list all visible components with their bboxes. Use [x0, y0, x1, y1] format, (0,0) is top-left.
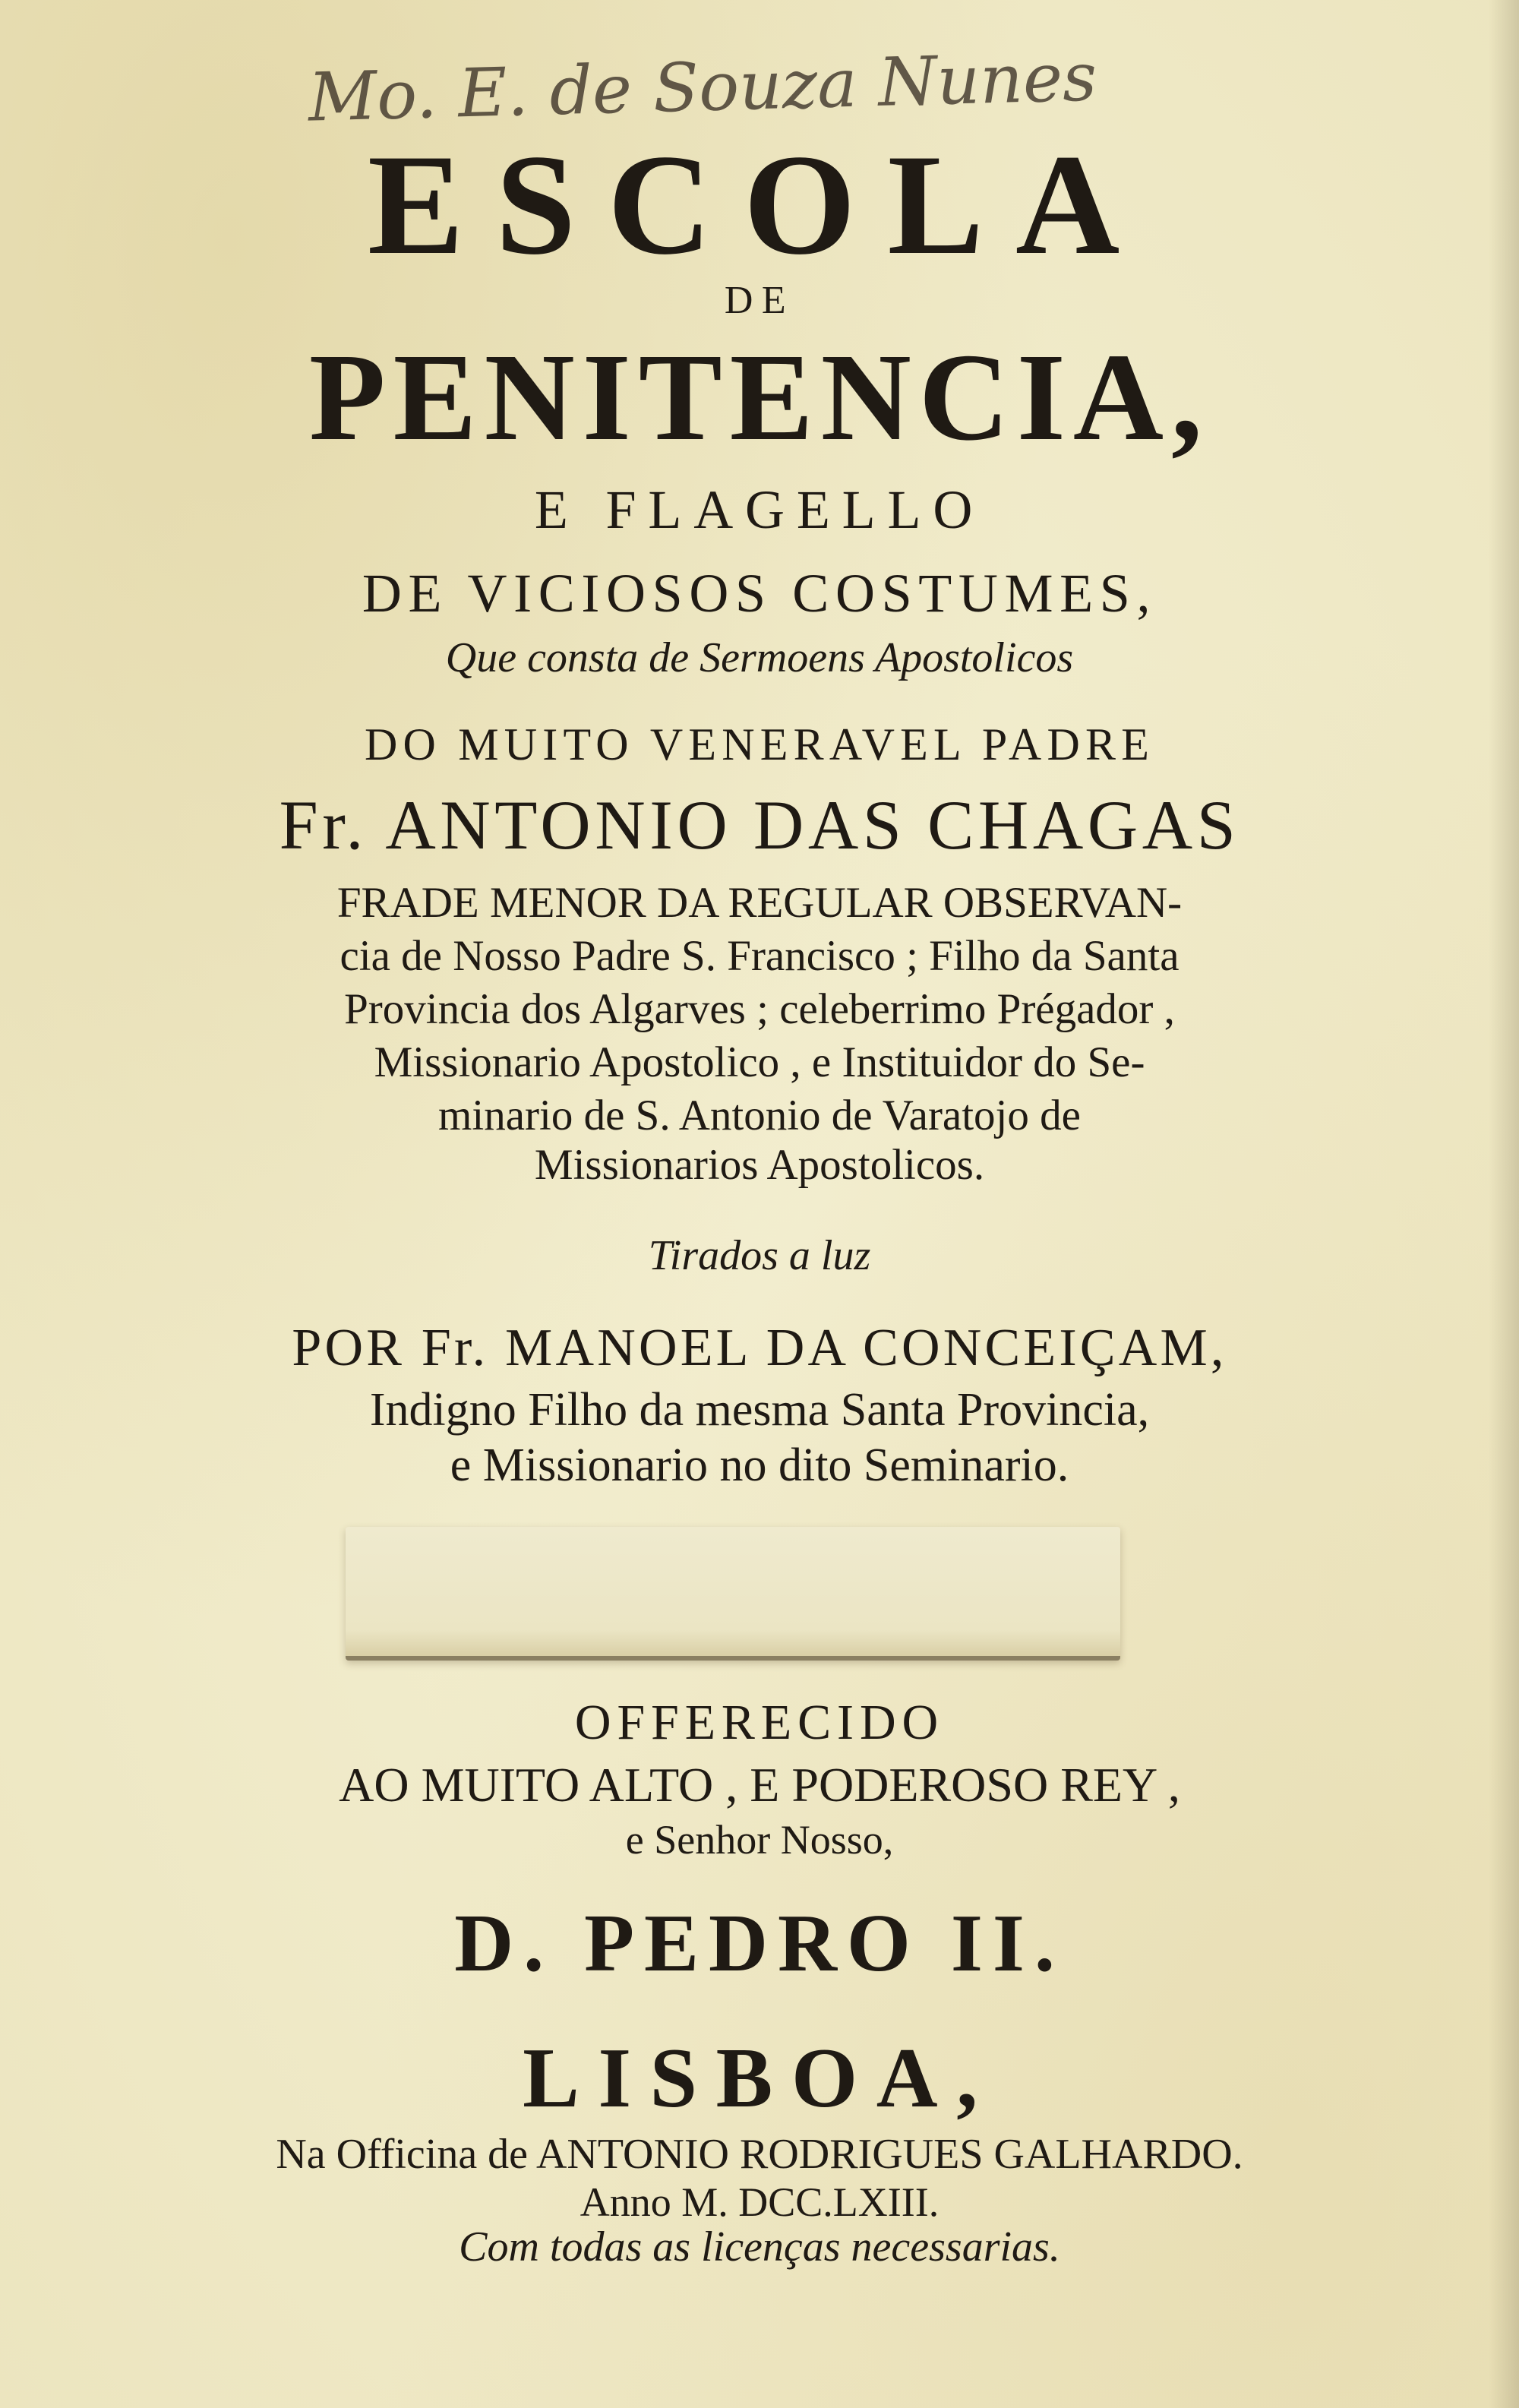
author-desc-line-1: FRADE MENOR DA REGULAR OBSERVAN- — [336, 879, 1183, 927]
title-line-escola: ESCOLA — [367, 125, 1152, 285]
title-line-flagello: E FLAGELLO — [534, 479, 985, 540]
paper-repair-patch — [346, 1527, 1120, 1661]
author-name: Fr. ANTONIO DAS CHAGAS — [279, 786, 1240, 864]
dedication-offerecido: OFFERECIDO — [574, 1695, 945, 1750]
imprint-license: Com todas as licenças necessarias. — [459, 2223, 1060, 2271]
author-desc-line-6: Missionarios Apostolicos. — [534, 1141, 985, 1189]
page-edge-shadow — [1489, 0, 1519, 2408]
title-line-de: DE — [724, 279, 795, 322]
author-desc-line-5: minario de S. Antonio de Varatojo de — [438, 1092, 1081, 1139]
dedication-rey: AO MUITO ALTO , E PODEROSO REY , — [339, 1758, 1180, 1812]
author-desc-line-3: Provincia dos Algarves ; celeberrimo Prégador , — [344, 985, 1175, 1033]
editor-name: POR Fr. MANOEL DA CONCEIÇAM, — [292, 1319, 1227, 1377]
author-desc-line-4: Missionario Apostolico , e Instituidor do Se- — [374, 1038, 1145, 1086]
imprint-year: Anno M. DCC.LXIII. — [579, 2179, 940, 2225]
title-line-penitencia: PENITENCIA, — [308, 327, 1211, 466]
signature-text: Mo. E. de Souza Nunes — [307, 37, 1098, 137]
editor-desc-line-1: Indigno Filho da mesma Santa Provincia, — [369, 1384, 1150, 1436]
title-line-costumes: DE VICIOSOS COSTUMES, — [362, 563, 1157, 624]
subtitle-sermoens: Que consta de Sermoens Apostolicos — [445, 634, 1074, 681]
author-desc-line-2: cia de Nosso Padre S. Francisco ; Filho da Santa — [339, 932, 1180, 980]
imprint-printer: Na Officina de ANTONIO RODRIGUES GALHARDO. — [276, 2131, 1243, 2178]
author-intro: DO MUITO VENERAVEL PADRE — [364, 719, 1155, 769]
editor-intro: Tirados a luz — [648, 1232, 871, 1279]
imprint-city: LISBOA, — [523, 2031, 996, 2125]
editor-desc-line-2: e Missionario no dito Seminario. — [450, 1439, 1069, 1491]
dedication-senhor: e Senhor Nosso, — [625, 1817, 894, 1863]
dedication-pedro: D. PEDRO II. — [454, 1898, 1065, 1989]
